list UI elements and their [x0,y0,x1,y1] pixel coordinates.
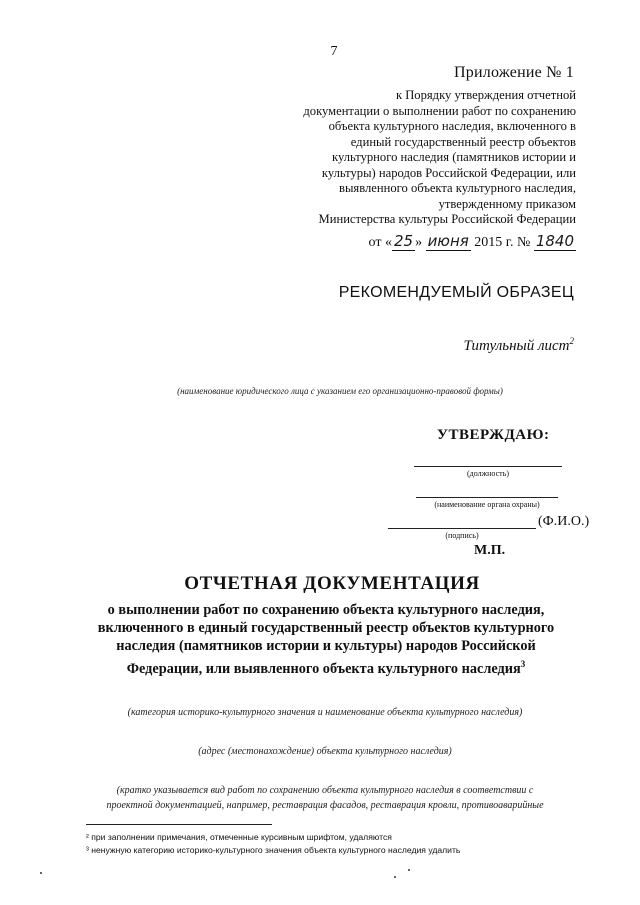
order-line: выявленного объекта культурного наследия, [339,181,576,195]
order-line: к Порядку утверждения отчетной [395,88,576,102]
subtitle-line-text: Федерации, или выявленного объекта культурного наследия [126,660,521,677]
order-line: документации о выполнении работ по сохранению [303,103,576,118]
footnote-mark: 2 [569,336,574,346]
footnote: ³ ненужную категорию историко-культурного значения объекта культурного наследия удалить [86,845,461,855]
signature-caption: (подпись) [445,531,479,540]
subtitle-line: включенного в единый государственный реестр объектов культурного [97,620,555,636]
order-line: культуры) народов Российской Федерации, или [321,165,576,180]
scan-speck [40,872,42,874]
work-type-caption [80,783,570,813]
approve-heading: УТВЕРЖДАЮ: [437,427,550,443]
position-caption: (должность) [467,469,509,478]
main-title: ОТЧЕТНАЯ ДОКУМЕНТАЦИЯ [184,573,480,594]
page-number: 7 [330,44,338,59]
footnote-divider [86,824,272,825]
footnote: ² при заполнении примечания, отмеченные курсивным шрифтом, удаляются [86,832,392,842]
order-date-prefix: от « [368,235,392,250]
subtitle-line: о выполнении работ по сохранению объекта культурного наследия, [107,602,545,618]
order-date-year: 2015 г. № [470,235,534,250]
appendix-title: Приложение № 1 [454,64,574,81]
subtitle-line [76,655,576,678]
position-line [414,466,562,467]
title-sheet-text: Титульный лист [463,338,570,354]
seal-label: М.П. [474,543,506,558]
work-type-line: проектной документацией, например, реставрация фасадов, реставрация кровли, противоаварийные [106,800,544,811]
order-number: 1840 [535,232,574,250]
title-sheet-label [464,336,574,355]
order-date-day: 25 [393,232,414,250]
order-date [369,232,576,251]
address-caption: (адрес (местонахождение) объекта культурного наследия) [198,746,452,757]
legal-entity-caption: (наименование юридического лица с указанием его организационно-правовой формы) [177,386,503,396]
subtitle-line: наследия (памятников истории и культуры) народов Российской [116,638,536,654]
footnote-mark: 3 [520,659,526,669]
order-line: культурного наследия (памятников истории и [332,150,576,164]
sample-label: РЕКОМЕНДУЕМЫЙ ОБРАЗЕЦ [338,284,574,301]
authority-line [416,497,558,498]
order-line: утвержденному приказом [438,196,576,211]
order-line: Министерства культуры Российской Федерации [318,212,576,226]
order-reference-block [276,88,576,228]
authority-caption: (наименование органа охраны) [434,500,540,509]
category-caption: (категория историко-культурного значения и наименование объекта культурного наследия) [127,707,523,718]
scan-speck [394,876,396,878]
order-line: единый государственный реестр объектов [350,134,576,149]
scan-speck [408,869,410,871]
signature-line [388,528,536,529]
work-type-line: (кратко указывается вид работ по сохранению объекта культурного наследия в соответствии с [116,785,534,796]
fio-label: (Ф.И.О.) [538,514,590,529]
subtitle [76,601,576,678]
order-date-mid: » [415,235,426,250]
order-line: объекта культурного наследия, включенного в [328,119,576,133]
order-date-month: июня [427,232,469,250]
